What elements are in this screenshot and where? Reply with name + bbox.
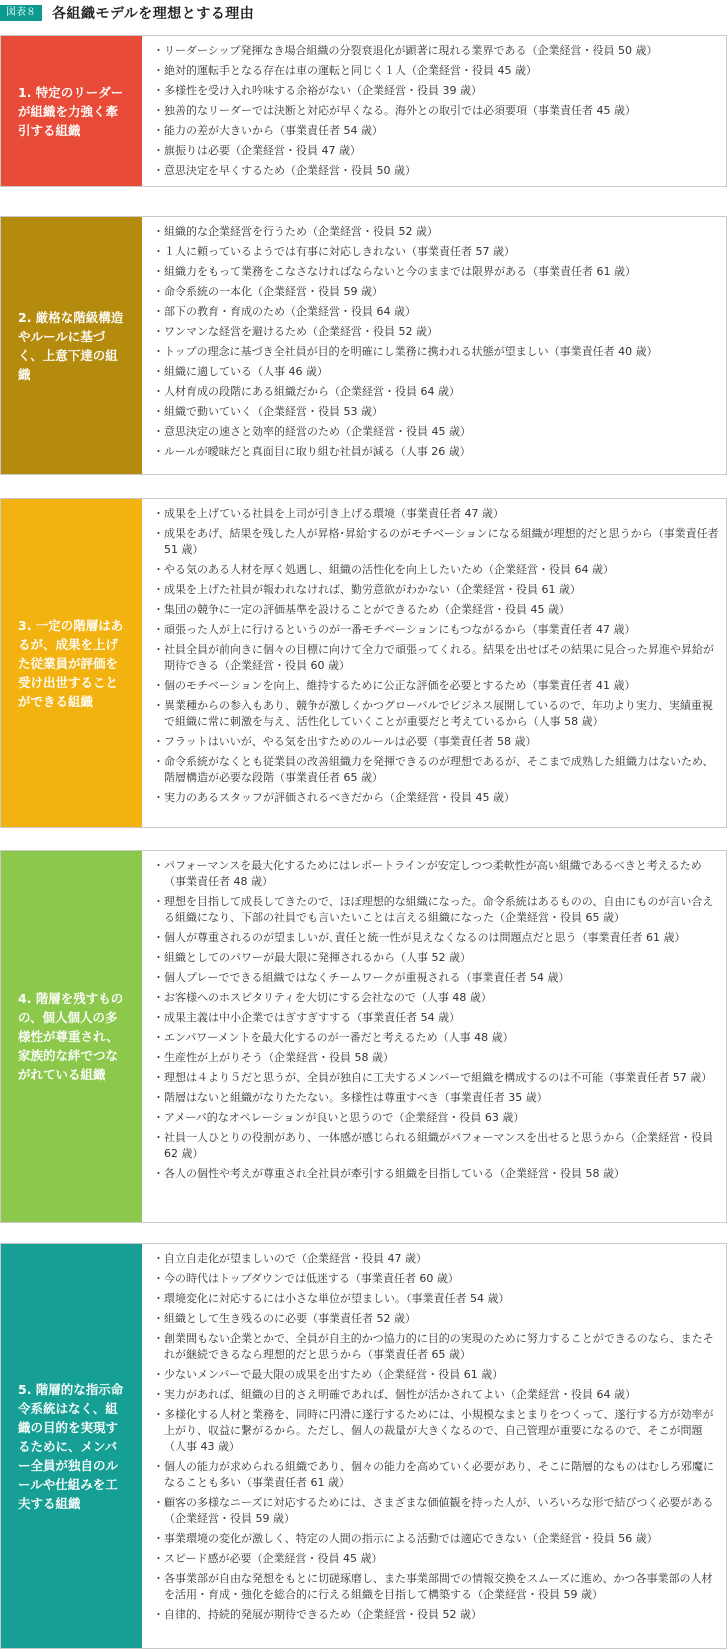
figure-number-badge: 図表８ [0, 5, 42, 21]
reason-item: ・ アメーバ的なオペレーションが良いと思うので（企業経営・役員 63 歳） [153, 1110, 720, 1126]
model-label-3: 3. 一定の階層はあるが、成果を上げた従業員が評価を受け出世することができる組織 [1, 499, 142, 827]
reason-item: ・ 組織的な企業経営を行うため（企業経営・役員 52 歳） [153, 224, 720, 240]
reason-item: ・ 人材育成の段階にある組織だから（企業経営・役員 64 歳） [153, 384, 720, 400]
reason-item: ・ 理想を目指して成長してきたので、ほぼ理想的な組織になった。命令系統はあるものの、自由にものが言い合える組織になり、下部の社員でも言いたいことは言える組織になった（企業経営・役員 65 歳） [153, 894, 720, 926]
reason-item: ・ 命令系統の一本化（企業経営・役員 59 歳） [153, 284, 720, 300]
reason-item: ・ 多様性を受け入れ吟味する余裕がない（企業経営・役員 39 歳） [153, 83, 720, 99]
reason-item: ・ 実力のあるスタッフが評価されるべきだから（企業経営・役員 45 歳） [153, 790, 720, 806]
model-block-4 [0, 850, 727, 1223]
reason-item: ・ 社員全員が前向きに個々の目標に向けて全力で頑張ってくれる。結果を出せばその結果に見合った昇進や昇給が期待できる（企業経営・役員 60 歳） [153, 642, 720, 674]
reason-item: ・ 個のモチベーションを向上、維持するために公正な評価を必要とするため（事業責任者 41 歳） [153, 678, 720, 694]
model-label-1: 1. 特定のリーダーが組織を力強く牽引する組織 [1, 36, 142, 186]
reason-item: ・ 環境変化に対応するには小さな単位が望ましい。（事業責任者 54 歳） [153, 1291, 720, 1307]
reason-item: ・ 階層はないと組織がなりたたない。多様性は尊重すべき（事業責任者 35 歳） [153, 1090, 720, 1106]
reason-item: ・ 各事業部が自由な発想をもとに切磋琢磨し、また事業部間での情報交換をスムーズに進め、かつ各事業部の人材を活用・育成・強化を総合的に行える組織を目指して構築する（企業経営・役員 59 歳） [153, 1571, 720, 1603]
reason-item: ・ 組織として生き残るのに必要（事業責任者 52 歳） [153, 1311, 720, 1327]
model-label-4: 4. 階層を残すものの、個人個人の多様性が尊重され、家族的な絆でつながれている組織 [1, 851, 142, 1222]
reason-item: ・ 少ないメンバーで最大限の成果を出すため（企業経営・役員 61 歳） [153, 1367, 720, 1383]
reason-item: ・ 成果を上げている社員を上司が引き上げる環境（事業責任者 47 歳） [153, 506, 720, 522]
reason-item: ・ 個人が尊重されるのが望ましいが､責任と統一性が見えなくなるのは問題点だと思う（事業責任者 61 歳） [153, 930, 720, 946]
reason-item: ・ トップの理念に基づき全社員が目的を明確にし業務に携われる状態が望ましい（事業責任者 40 歳） [153, 344, 720, 360]
reason-item: ・ リーダーシップ発揮なき場合組織の分裂衰退化が顕著に現れる業界である（企業経営・役員 50 歳） [153, 43, 720, 59]
model-block-1 [0, 35, 727, 187]
reason-item: ・ 個人の能力が求められる組織であり、個々の能力を高めていく必要があり、そこに階層的なものはむしろ邪魔になることも多い（事業責任者 61 歳） [153, 1459, 720, 1491]
reason-item: ・ お客様へのホスピタリティを大切にする会社なので（人事 48 歳） [153, 990, 720, 1006]
reason-item: ・ 組織としてのパワーが最大限に発揮されるから（人事 52 歳） [153, 950, 720, 966]
reason-item: ・ 能力の差が大きいから（事業責任者 54 歳） [153, 123, 720, 139]
reason-item: ・ 成果をあげ、結果を残した人が昇格･昇給するのがモチベーションになる組織が理想的だと思うから（事業責任者 51 歳） [153, 526, 720, 558]
reason-item: ・ やる気のある人材を厚く処遇し、組織の活性化を向上したいため（企業経営・役員 64 歳） [153, 562, 720, 578]
reason-list-5 [142, 1244, 726, 1648]
reason-item: ・ 部下の教育・育成のため（企業経営・役員 64 歳） [153, 304, 720, 320]
model-block-2 [0, 216, 727, 475]
reason-item: ・ 成果を上げた社員が報われなければ、勤労意欲がわかない（企業経営・役員 61 歳） [153, 582, 720, 598]
reason-item: ・ 組織力をもって業務をこなさなければならないと今のままでは限界がある（事業責任者 61 歳） [153, 264, 720, 280]
figure-title: 各組織モデルを理想とする理由 [52, 6, 255, 22]
reason-item: ・ ワンマンな経営を避けるため（企業経営・役員 52 歳） [153, 324, 720, 340]
reason-item: ・ フラットはいいが、やる気を出すためのルールは必要（事業責任者 58 歳） [153, 734, 720, 750]
figure-header [0, 2, 728, 24]
reason-item: ・ 集団の競争に一定の評価基準を設けることができるため（企業経営・役員 45 歳） [153, 602, 720, 618]
reason-item: ・ 理想は４より５だと思うが、全員が独自に工夫するメンバーで組織を構成するのは不可能（事業責任者 57 歳） [153, 1070, 720, 1086]
reason-item: ・ ルールが曖昧だと真面目に取り組む社員が減る（人事 26 歳） [153, 444, 720, 460]
reason-item: ・ 旗振りは必要（企業経営・役員 47 歳） [153, 143, 720, 159]
reason-item: ・ １人に頼っているようでは有事に対応しきれない（事業責任者 57 歳） [153, 244, 720, 260]
model-label-2: 2. 厳格な階級構造やルールに基づく、上意下達の組織 [1, 217, 142, 474]
reason-item: ・ エンパワーメントを最大化するのが一番だと考えるため（人事 48 歳） [153, 1030, 720, 1046]
reason-item: ・ 個人プレーでできる組織ではなくチームワークが重視される（事業責任者 54 歳） [153, 970, 720, 986]
reason-item: ・ 独善的なリーダーでは決断と対応が早くなる。海外との取引では必須要項（事業責任者 45 歳） [153, 103, 720, 119]
reason-item: ・ 頑張った人が上に行けるというのが一番モチベーションにもつながるから（事業責任者 47 歳） [153, 622, 720, 638]
reason-item: ・ 組織で動いていく（企業経営・役員 53 歳） [153, 404, 720, 420]
reason-list-1 [142, 36, 726, 186]
reason-item: ・ 顧客の多様なニーズに対応するためには、さまざまな価値観を持った人が、いろいろな形で結びつく必要がある（企業経営・役員 59 歳） [153, 1495, 720, 1527]
reason-item: ・ 事業環境の変化が激しく、特定の人間の指示による活動では適応できない（企業経営・役員 56 歳） [153, 1531, 720, 1547]
reason-item: ・ 多様化する人材と業務を、同時に円滑に遂行するためには、小規模なまとまりをつくって、遂行する方が効率が上がり、収益に繋がるから。ただし、個人の裁量が大きくなるので、自己管理が重要になるので、そこが問題（人事 43 歳） [153, 1407, 720, 1455]
reason-item: ・ スピード感が必要（企業経営・役員 45 歳） [153, 1551, 720, 1567]
reason-item: ・ 生産性が上がりそう（企業経営・役員 58 歳） [153, 1050, 720, 1066]
reason-item: ・ 絶対的運転手となる存在は車の運転と同じく１人（企業経営・役員 45 歳） [153, 63, 720, 79]
reason-list-2 [142, 217, 726, 474]
model-block-3 [0, 498, 727, 828]
reason-item: ・ 各人の個性や考えが尊重され全社員が牽引する組織を目指している（企業経営・役員 58 歳） [153, 1166, 720, 1182]
reason-item: ・ 今の時代はトップダウンでは低迷する（事業責任者 60 歳） [153, 1271, 720, 1287]
reason-item: ・ 組織に適している（人事 46 歳） [153, 364, 720, 380]
reason-item: ・ 自律的、持続的発展が期待できるため（企業経営・役員 52 歳） [153, 1607, 720, 1623]
reason-item: ・ パフォーマンスを最大化するためにはレポートラインが安定しつつ柔軟性が高い組織であるべきと考えるため（事業責任者 48 歳） [153, 858, 720, 890]
reason-list-3 [142, 499, 726, 827]
reason-item: ・ 創業間もない企業とかで、全員が自主的かつ協力的に目的の実現のために努力することができるのなら、またそれが継続できるなら理想的だと思うから（事業責任者 65 歳） [153, 1331, 720, 1363]
reason-item: ・ 意思決定を早くするため（企業経営・役員 50 歳） [153, 163, 720, 179]
reason-item: ・ 社員一人ひとりの役割があり、一体感が感じられる組織がパフォーマンスを出せると思うから（企業経営・役員 62 歳） [153, 1130, 720, 1162]
reason-item: ・ 自立自走化が望ましいので（企業経営・役員 47 歳） [153, 1251, 720, 1267]
reason-list-4 [142, 851, 726, 1222]
reason-item: ・ 意思決定の速さと効率的経営のため（企業経営・役員 45 歳） [153, 424, 720, 440]
model-block-5 [0, 1243, 727, 1649]
reason-item: ・ 実力があれば、組織の目的さえ明確であれば、個性が活かされてよい（企業経営・役員 64 歳） [153, 1387, 720, 1403]
reason-item: ・ 異業種からの参入もあり、競争が激しくかつグローバルでビジネス展開しているので、年功より実力、実績重視で組織に常に刺激を与え、活性化していくことが重要だと考えているから（人事 58 歳） [153, 698, 720, 730]
reason-item: ・ 成果主義は中小企業ではぎすぎすする（事業責任者 54 歳） [153, 1010, 720, 1026]
reason-item: ・ 命令系統がなくとも従業員の改善組織力を発揮できるのが理想であるが、そこまで成熟した組織力はないため、階層構造が必要な段階（事業責任者 65 歳） [153, 754, 720, 786]
model-label-5: 5. 階層的な指示命令系統はなく、組織の目的を実現するために、メンバー全員が独自のルールや仕組みを工夫する組織 [1, 1244, 142, 1648]
